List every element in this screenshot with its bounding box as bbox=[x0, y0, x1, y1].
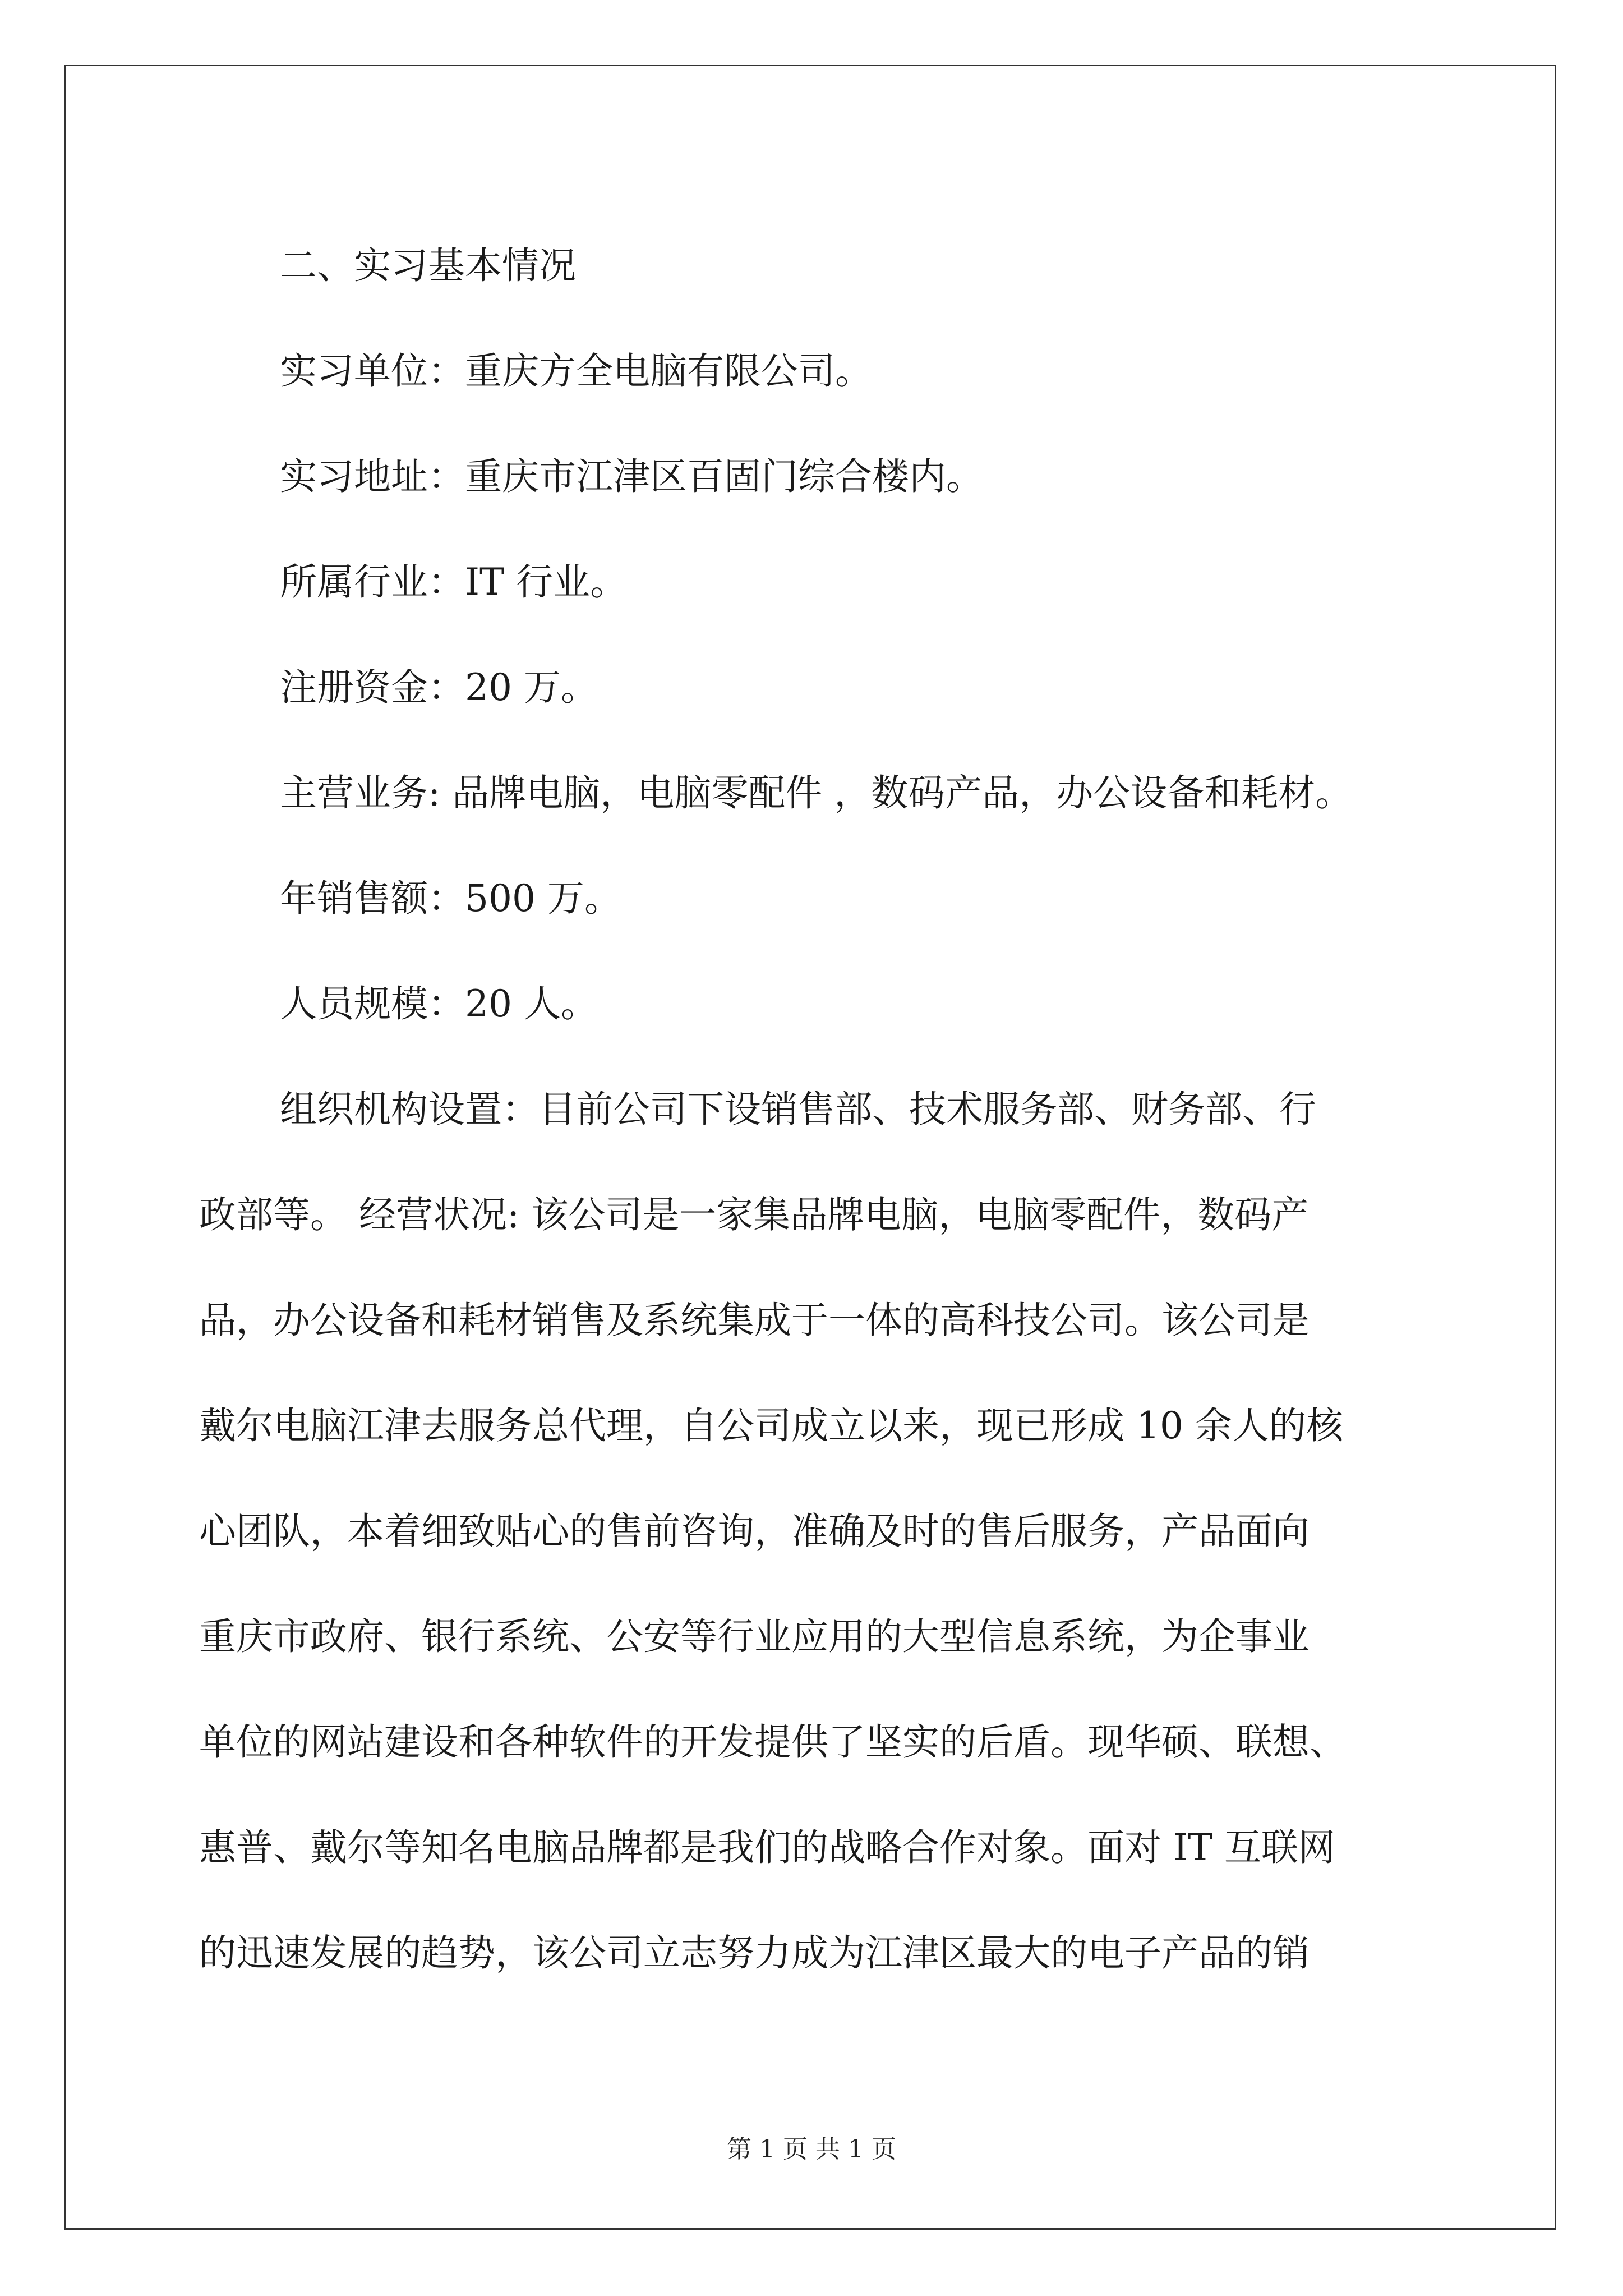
paragraph-line: 品，办公设备和耗材销售及系统集成于一体的高科技公司。该公司是 bbox=[199, 1299, 1310, 1342]
field-staff-size bbox=[199, 951, 1444, 1057]
field-label: 主营业务: bbox=[280, 771, 441, 815]
paragraph-line: 戴尔电脑江津去服务总代理，自公司成立以来，现已形成 10 余人的核 bbox=[199, 1404, 1343, 1447]
field-internship-address bbox=[199, 424, 1444, 530]
field-value: 500 万。 bbox=[465, 877, 621, 920]
field-main-business bbox=[199, 740, 1444, 846]
field-industry bbox=[199, 530, 1444, 635]
page-number-footer: 第 1 页 共 1 页 bbox=[727, 2135, 896, 2164]
field-internship-unit bbox=[199, 319, 1444, 424]
field-value: 重庆市江津区百固门综合楼内。 bbox=[465, 455, 983, 498]
field-label: 人员规模： bbox=[280, 982, 465, 1025]
field-annual-sales bbox=[199, 846, 1444, 951]
paragraph-line: 的迅速发展的趋势，该公司立志努力成为江津区最大的电子产品的销 bbox=[199, 1931, 1310, 1975]
paragraph-line: 重庆市政府、银行系统、公安等行业应用的大型信息系统，为企事业 bbox=[199, 1615, 1310, 1658]
paragraph-organization bbox=[199, 1057, 1444, 2006]
paragraph-line: 政部等。 经营状况: 该公司是一家集品牌电脑，电脑零配件，数码产 bbox=[199, 1193, 1309, 1236]
field-value: 20 人。 bbox=[465, 982, 598, 1025]
field-label: 年销售额： bbox=[280, 877, 465, 920]
paragraph-line: 组织机构设置：目前公司下设销售部、技术服务部、财务部、行 bbox=[280, 1088, 1316, 1131]
paragraph-line: 惠普、戴尔等知名电脑品牌都是我们的战略合作对象。面对 IT 互联网 bbox=[199, 1826, 1336, 1869]
field-label: 实习单位： bbox=[280, 349, 465, 393]
field-registered-capital bbox=[199, 635, 1444, 740]
paragraph-line: 心团队，本着细致贴心的售前咨询，准确及时的售后服务，产品面向 bbox=[199, 1510, 1310, 1553]
document-body bbox=[199, 213, 1444, 2006]
field-label: 注册资金： bbox=[280, 666, 465, 709]
paragraph-line: 单位的网站建设和各种软件的开发提供了坚实的后盾。现华硕、联想、 bbox=[199, 1720, 1347, 1764]
field-value: 品牌电脑，电脑零配件 ，数码产品，办公设备和耗材。 bbox=[440, 771, 1353, 815]
field-label: 实习地址： bbox=[280, 455, 465, 498]
field-value: 20 万。 bbox=[465, 666, 598, 709]
field-value: IT 行业。 bbox=[465, 560, 628, 604]
field-label: 所属行业： bbox=[280, 560, 465, 604]
field-value: 重庆方全电脑有限公司。 bbox=[465, 349, 872, 393]
section-heading: 二、实习基本情况 bbox=[280, 244, 576, 287]
